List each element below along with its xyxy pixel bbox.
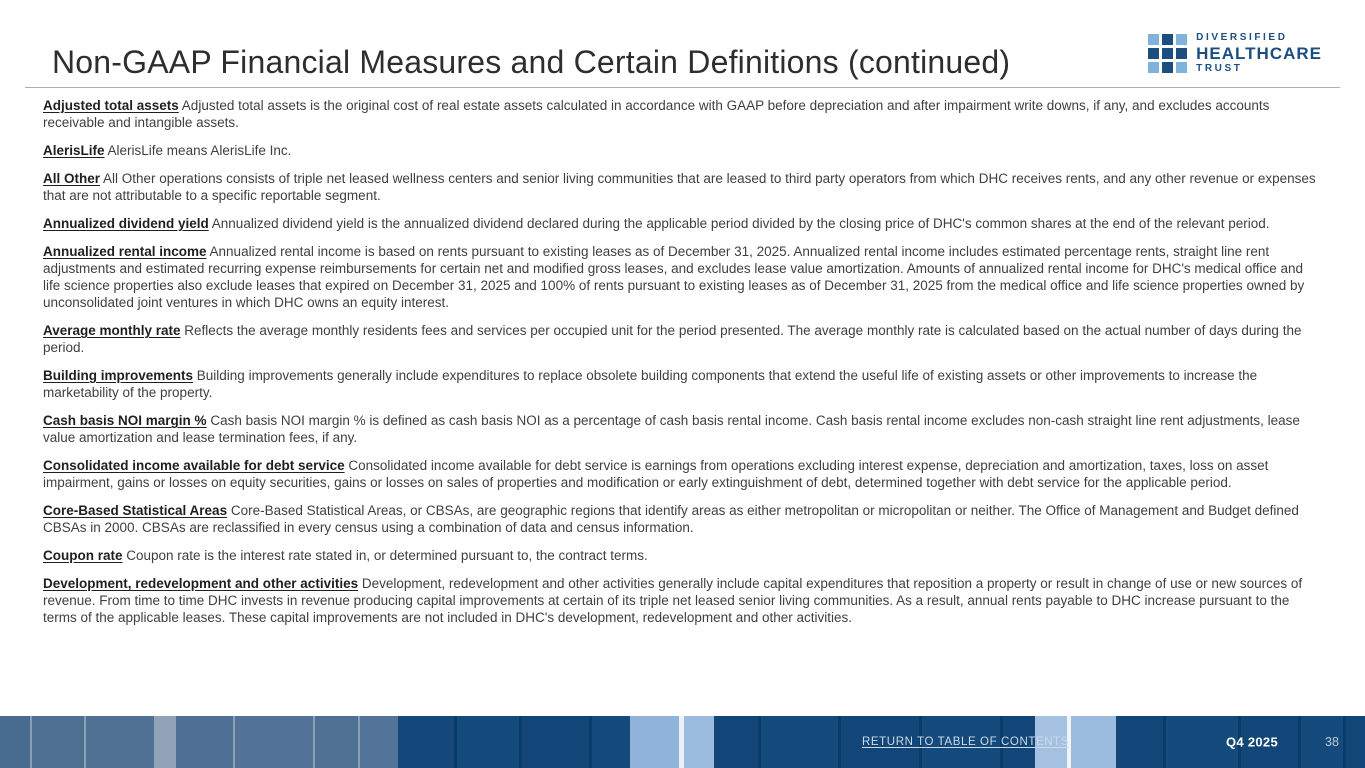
title-divider	[25, 87, 1340, 88]
logo-wordmark	[1196, 33, 1322, 74]
definition-text: Core-Based Statistical Areas, or CBSAs, are geographic regions that identify areas as either metropolitan or micropolitan or neither. The Office of Management and Budget defined CBSAs in 2000. CBSAs are reclassified in every census using a combination of data and census information.	[43, 503, 1299, 535]
logo-line-trust: TRUST	[1196, 63, 1243, 74]
logo-line-healthcare: HEALTHCARE	[1196, 44, 1322, 63]
definition-item	[43, 502, 1323, 536]
definition-term: All Other	[43, 171, 101, 186]
page-title: Non-GAAP Financial Measures and Certain Definitions (continued)	[52, 44, 1011, 80]
definition-term: Annualized rental income	[43, 244, 207, 259]
definition-term: Development, redevelopment and other activities	[43, 576, 359, 591]
logo-line-diversified: DIVERSIFIED	[1196, 32, 1288, 43]
definition-item	[43, 547, 1323, 564]
definition-item	[43, 97, 1323, 131]
definition-term: Coupon rate	[43, 548, 123, 563]
definition-item	[43, 215, 1323, 232]
definitions-list	[43, 97, 1323, 637]
definition-text: Adjusted total assets is the original cost of real estate assets calculated in accordance with GAAP before depreciation and after impairment write downs, if any, and excludes accounts receivable and intangible assets.	[43, 98, 1270, 130]
definition-term: Average monthly rate	[43, 323, 181, 338]
period-label: Q4 2025	[1226, 734, 1278, 750]
definition-text: All Other operations consists of triple net leased wellness centers and senior living communities that are leased to third party operators from which DHC receives rents, and any other revenue or expenses that are not attributable to a specific reportable segment.	[43, 171, 1316, 203]
definition-item	[43, 457, 1323, 491]
definition-text: Building improvements generally include expenditures to replace obsolete building components that extend the useful life of existing assets or other improvements to increase the marketability of the property.	[43, 368, 1258, 400]
definition-text: Reflects the average monthly residents fees and services per occupied unit for the period presented. The average monthly rate is calculated based on the actual number of days during the period.	[43, 323, 1302, 355]
definition-text: Coupon rate is the interest rate stated in, or determined pursuant to, the contract terms.	[122, 548, 648, 563]
definition-item	[43, 170, 1323, 204]
definition-term: Core-Based Statistical Areas	[43, 503, 228, 518]
definition-term: Consolidated income available for debt service	[43, 458, 345, 473]
definition-term: Building improvements	[43, 368, 194, 383]
definition-item	[43, 322, 1323, 356]
definition-text: Consolidated income available for debt service is earnings from operations excluding interest expense, depreciation and amortization, taxes, loss on asset impairment, gains or losses on equity securities, gains or losses on sales of properties and modification or early extinguishment of debt, determined together with debt service for the applicable period.	[43, 458, 1269, 490]
definition-item	[43, 412, 1323, 446]
dhc-logo	[1148, 33, 1322, 74]
definition-term: Annualized dividend yield	[43, 216, 209, 231]
definition-text: Cash basis NOI margin % is defined as cash basis NOI as a percentage of cash basis rental income. Cash basis rental income excludes non-cash straight line rent adjustments, lease value amortization and lease termination fees, if any.	[43, 413, 1300, 445]
definition-item	[43, 142, 1323, 159]
definition-term: Cash basis NOI margin %	[43, 413, 207, 428]
definition-text: Annualized dividend yield is the annualized dividend declared during the applicable period divided by the closing price of DHC's common shares at the end of the relevant period.	[208, 216, 1270, 231]
definition-text: AlerisLife means AlerisLife Inc.	[104, 143, 292, 158]
definition-item	[43, 575, 1323, 626]
definition-term: Adjusted total assets	[43, 98, 179, 113]
page-number: 38	[1325, 735, 1339, 749]
return-to-toc-link[interactable]: RETURN TO TABLE OF CONTENTS	[862, 736, 1070, 748]
logo-grid-icon	[1148, 34, 1187, 73]
definition-item	[43, 367, 1323, 401]
definition-item	[43, 243, 1323, 311]
footer-strip	[0, 716, 1365, 768]
definition-text: Annualized rental income is based on rents pursuant to existing leases as of December 31, 2025. Annualized rental income includes estimated percentage rents, straight line rent adjustments and estimated recurring expense reimbursements for certain net and modified gross leases, and excludes lease value amortization. Amounts of annualized rental income for DHC's medical office and life science properties also exclude leases that expired on December 31, 2025 and 100% of rents pursuant to existing leases as of December 31, 2025 from the medical office and life science properties owned by unconsolidated joint ventures in which DHC owns an equity interest.	[43, 244, 1305, 310]
definition-term: AlerisLife	[43, 143, 105, 158]
definition-text: Development, redevelopment and other activities generally include capital expenditures that reposition a property or result in change of use or new sources of revenue. From time to time DHC invests in revenue producing capital improvements at certain of its triple net leased senior living communities. As a result, annual rents payable to DHC increase pursuant to the terms of the applicable leases. These capital improvements are not included in DHC's development, redevelopment and other activities.	[43, 576, 1303, 625]
